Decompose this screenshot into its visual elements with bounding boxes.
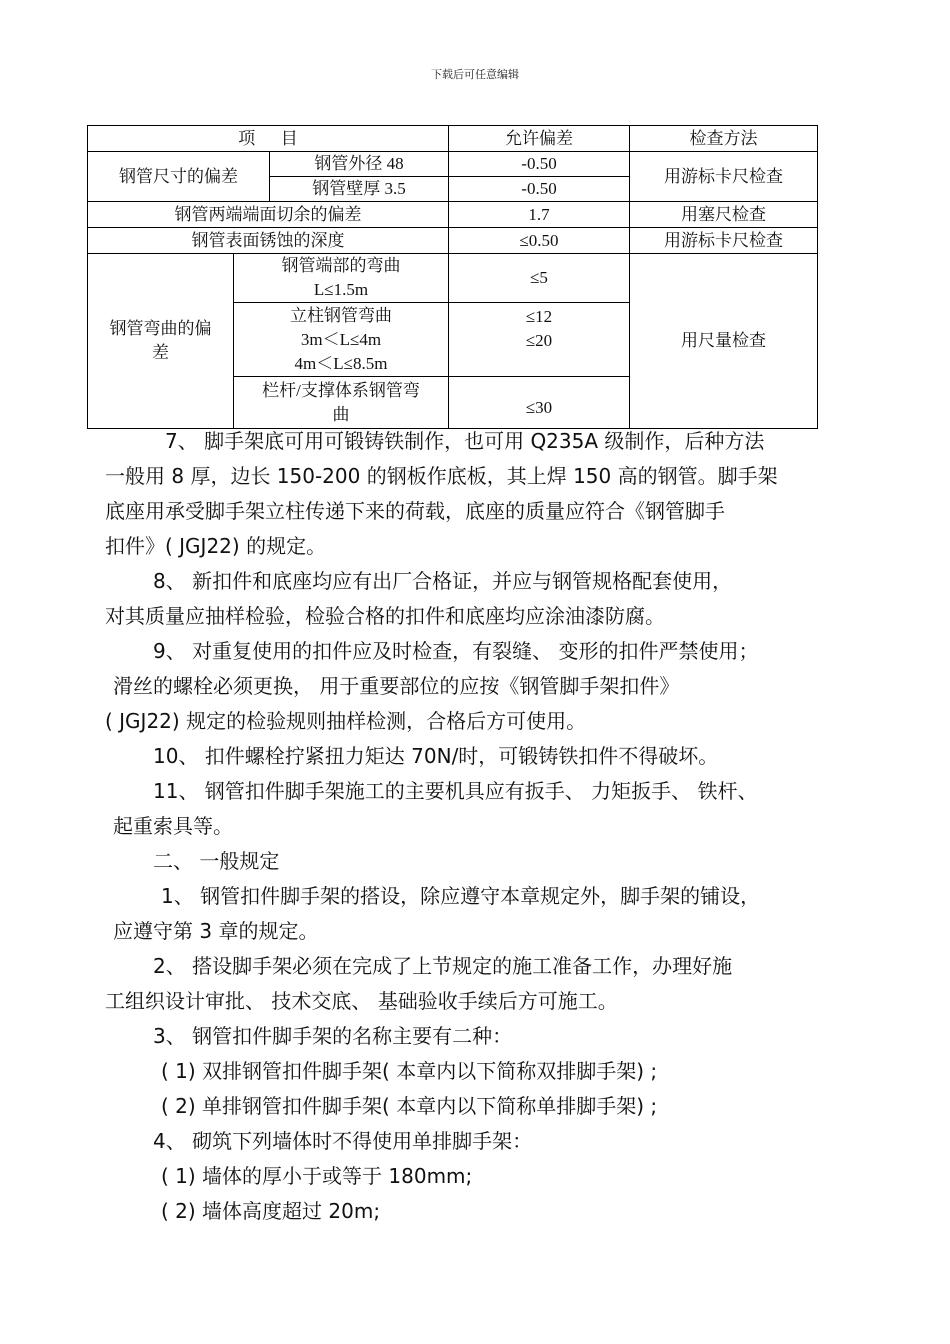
- item-2-line2: 工组织设计审批、 技术交底、 基础验收手续后方可施工。: [105, 989, 618, 1013]
- para-8-line1: 8、 新扣件和底座均应有出厂合格证，并应与钢管规格配套使用，: [153, 569, 733, 593]
- sub-column-bending: [234, 303, 449, 377]
- item-3-a: ( 1) 双排钢管扣件脚手架( 本章内以下简称双排脚手架) ;: [161, 1059, 658, 1083]
- tol-corrosion: ≤0.50: [449, 228, 630, 254]
- group-size-deviation: 钢管尺寸的偏差: [88, 152, 270, 202]
- item-1-line2: 应遵守第 3 章的规定。: [113, 919, 319, 943]
- table-header-row: [88, 126, 818, 152]
- item-4-a: ( 1) 墙体的厚小于或等于 180mm;: [161, 1164, 473, 1188]
- sub-end-bending-line2: L≤1.5m: [313, 280, 369, 299]
- item-3-b: ( 2) 单排钢管扣件脚手架( 本章内以下简称单排脚手架) ;: [161, 1094, 658, 1118]
- tol-column-bending: [449, 303, 630, 377]
- tol-end-cut: 1.7: [449, 202, 630, 228]
- item-4-b: ( 2) 墙体高度超过 20m;: [161, 1199, 381, 1223]
- sub-wall-thickness: 钢管壁厚 3.5: [270, 177, 449, 202]
- para-8-line2: 对其质量应抽样检验，检验合格的扣件和底座均应涂油漆防腐。: [105, 604, 665, 628]
- sub-outer-diameter: 钢管外径 48: [270, 152, 449, 177]
- para-9-line1: 9、 对重复使用的扣件应及时检查，有裂缝、 变形的扣件严禁使用；: [153, 639, 759, 663]
- para-11-line2: 起重索具等。: [113, 814, 233, 838]
- item-3: 3、 钢管扣件脚手架的名称主要有二种：: [153, 1024, 513, 1048]
- sub-column-bending-line2: 3m＜L≤4m: [300, 329, 382, 349]
- tol-wall-thickness: -0.50: [449, 177, 630, 202]
- para-7-line3: 底座用承受脚手架立柱传递下来的荷载，底座的质量应符合《钢管脚手: [105, 499, 725, 523]
- para-9-line2: 滑丝的螺栓必须更换， 用于重要部位的应按《钢管脚手架扣件》: [113, 674, 680, 698]
- sub-railing-bending-line1: 栏杆/支撑体系钢管弯: [262, 380, 420, 400]
- method-ruler: 用尺量检查: [630, 254, 818, 429]
- item-4: 4、 砌筑下列墙体时不得使用单排脚手架：: [153, 1129, 533, 1153]
- item-end-cut: 钢管两端端面切余的偏差: [88, 202, 449, 228]
- method-feeler: 用塞尺检查: [630, 202, 818, 228]
- tol-column-bending-line2: ≤20: [525, 331, 553, 350]
- sub-railing-bending: [234, 377, 449, 429]
- para-10: 10、 扣件螺栓拧紧扭力矩达 70N/时，可锻铸铁扣件不得破坏。: [153, 744, 719, 768]
- tol-end-bending: ≤5: [449, 254, 630, 303]
- method-caliper: 用游标卡尺检查: [630, 152, 818, 202]
- group-bending-line1: 钢管弯曲的偏: [109, 319, 212, 338]
- para-7-line2: 一般用 8 厚，边长 150-200 的钢板作底板，其上焊 150 高的钢管。脚手架: [105, 464, 778, 488]
- item-2-line1: 2、 搭设脚手架必须在完成了上节规定的施工准备工作，办理好施: [153, 954, 733, 978]
- body-text: [105, 424, 865, 1229]
- method-caliper-2: 用游标卡尺检查: [630, 228, 818, 254]
- table-row: [88, 152, 818, 177]
- sub-end-bending: [234, 254, 449, 303]
- sub-column-bending-line1: 立柱钢管弯曲: [290, 305, 392, 325]
- sub-column-bending-line3: 4m＜L≤8.5m: [294, 353, 388, 373]
- item-1-line1: 1、 钢管扣件脚手架的搭设，除应遵守本章规定外，脚手架的铺设，: [161, 884, 761, 908]
- section-heading: 二、 一般规定: [153, 849, 280, 873]
- item-corrosion: 钢管表面锈蚀的深度: [88, 228, 449, 254]
- table-row: [88, 254, 818, 303]
- para-7-line4: 扣件》( JGJ22) 的规定。: [105, 534, 327, 558]
- group-bending-line2: 差: [152, 343, 169, 362]
- table-row: [88, 228, 818, 254]
- para-7-line1: 7、 脚手架底可用可锻铸铁制作，也可用 Q235A 级制作，后种方法: [165, 429, 765, 453]
- group-bending: [88, 254, 234, 429]
- header-item: 项 目: [88, 126, 449, 152]
- tol-column-bending-line1: ≤12: [525, 307, 553, 326]
- header-method: 检查方法: [630, 126, 818, 152]
- header-tolerance: 允许偏差: [449, 126, 630, 152]
- sub-railing-bending-line2: 曲: [332, 404, 350, 424]
- para-9-line3: ( JGJ22) 规定的检验规则抽样检测，合格后方可使用。: [105, 709, 587, 733]
- page-header-note: 下载后可任意编辑: [431, 68, 519, 81]
- tol-outer-diameter: -0.50: [449, 152, 630, 177]
- para-11-line1: 11、 钢管扣件脚手架施工的主要机具应有扳手、 力矩扳手、 铁杆、: [153, 779, 758, 803]
- table-row: [88, 202, 818, 228]
- sub-end-bending-line1: 钢管端部的弯曲: [281, 256, 401, 275]
- tol-railing-bending: ≤30: [449, 377, 630, 429]
- tolerance-table: [87, 125, 818, 429]
